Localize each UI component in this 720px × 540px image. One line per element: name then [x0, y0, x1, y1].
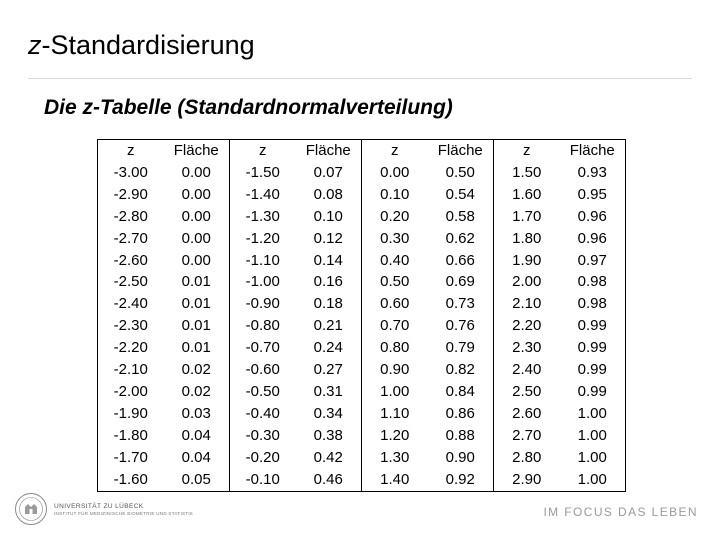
header-flaeche: Fläche — [569, 142, 615, 159]
cell-flaeche: 0.07 — [313, 163, 343, 181]
cell-z: -2.50 — [113, 273, 148, 291]
cell-z: 1.60 — [494, 184, 560, 206]
cell-z: 0.80 — [362, 337, 428, 359]
cell-z: 1.90 — [494, 250, 560, 272]
cell-flaeche: 0.00 — [181, 163, 211, 181]
cell-flaeche: 0.38 — [313, 426, 343, 444]
cell-flaeche: 0.79 — [445, 339, 475, 357]
cell-z: 2.60 — [494, 403, 560, 425]
cell-z: 2.80 — [494, 447, 560, 469]
cell-flaeche: 0.95 — [577, 185, 607, 203]
university-seal-icon — [14, 492, 48, 526]
cell-flaeche: 0.01 — [181, 317, 211, 335]
cell-flaeche: 0.16 — [313, 273, 343, 291]
header-flaeche: Fläche — [305, 142, 351, 159]
cell-z: 1.70 — [494, 206, 560, 228]
cell-flaeche: 0.00 — [181, 185, 211, 203]
table-row — [98, 469, 626, 491]
cell-z: 0.40 — [362, 250, 428, 272]
cell-flaeche: 0.84 — [445, 382, 475, 400]
header-z: z — [127, 142, 135, 159]
title-z: z — [28, 30, 42, 60]
cell-z: -1.90 — [113, 404, 148, 422]
cell-z: 2.10 — [494, 293, 560, 315]
table-row — [98, 315, 626, 337]
cell-flaeche: 1.00 — [577, 404, 607, 422]
table-body — [98, 162, 626, 491]
cell-flaeche: 0.54 — [445, 185, 475, 203]
header-z: z — [362, 140, 428, 162]
cell-z: -2.30 — [113, 317, 148, 335]
header-z: z — [494, 140, 560, 162]
cell-z: 1.20 — [362, 425, 428, 447]
table-row — [98, 425, 626, 447]
cell-flaeche: 0.42 — [313, 448, 343, 466]
cell-z: 1.10 — [362, 403, 428, 425]
table-row — [98, 250, 626, 272]
cell-z: -2.70 — [113, 229, 148, 247]
cell-flaeche: 0.93 — [577, 163, 607, 181]
cell-z: -2.40 — [113, 295, 148, 313]
cell-z: -2.10 — [113, 361, 148, 379]
cell-z: 0.30 — [362, 228, 428, 250]
cell-z: -0.20 — [230, 447, 296, 469]
cell-flaeche: 0.01 — [181, 339, 211, 357]
cell-flaeche: 0.00 — [181, 251, 211, 269]
cell-z: 0.00 — [362, 162, 428, 184]
cell-z: -1.60 — [113, 470, 148, 488]
cell-z: 0.50 — [362, 271, 428, 293]
cell-z: -1.20 — [230, 228, 296, 250]
cell-flaeche: 0.99 — [577, 361, 607, 379]
cell-z: 2.40 — [494, 359, 560, 381]
table-row — [98, 447, 626, 469]
cell-flaeche: 0.04 — [181, 448, 211, 466]
table-row — [98, 337, 626, 359]
cell-flaeche: 0.03 — [181, 404, 211, 422]
cell-z: -1.80 — [113, 426, 148, 444]
logo-subline: INSTITUT FÜR MEDIZINISCHE BIOMETRIE UND STATISTIK — [54, 510, 194, 516]
header-flaeche: Fläche — [437, 142, 483, 159]
table-row — [98, 206, 626, 228]
cell-flaeche: 0.08 — [313, 185, 343, 203]
cell-flaeche: 0.76 — [445, 317, 475, 335]
cell-flaeche: 0.69 — [445, 273, 475, 291]
cell-z: 2.50 — [494, 381, 560, 403]
page-title — [28, 30, 255, 61]
cell-flaeche: 0.96 — [577, 207, 607, 225]
cell-z: 0.90 — [362, 359, 428, 381]
cell-flaeche: 0.01 — [181, 295, 211, 313]
cell-flaeche: 0.66 — [445, 251, 475, 269]
cell-flaeche: 0.73 — [445, 295, 475, 313]
cell-z: -0.50 — [230, 381, 296, 403]
cell-flaeche: 0.04 — [181, 426, 211, 444]
cell-flaeche: 0.58 — [445, 207, 475, 225]
cell-z: 0.60 — [362, 293, 428, 315]
cell-flaeche: 0.34 — [313, 404, 343, 422]
cell-flaeche: 0.86 — [445, 404, 475, 422]
table-row — [98, 381, 626, 403]
cell-flaeche: 0.99 — [577, 317, 607, 335]
cell-flaeche: 0.50 — [445, 163, 475, 181]
cell-flaeche: 0.21 — [313, 317, 343, 335]
cell-z: -0.60 — [230, 359, 296, 381]
cell-z: 2.20 — [494, 315, 560, 337]
cell-flaeche: 0.05 — [181, 470, 211, 488]
cell-z: -1.40 — [230, 184, 296, 206]
cell-flaeche: 0.14 — [313, 251, 343, 269]
cell-z: 1.80 — [494, 228, 560, 250]
table-row — [98, 162, 626, 184]
title-rest: -Standardisierung — [41, 30, 255, 60]
table-row — [98, 271, 626, 293]
cell-flaeche: 0.90 — [445, 448, 475, 466]
table-row — [98, 403, 626, 425]
cell-z: -0.10 — [230, 469, 296, 491]
cell-flaeche: 0.98 — [577, 273, 607, 291]
title-divider — [28, 78, 692, 79]
cell-flaeche: 0.99 — [577, 339, 607, 357]
cell-z: 1.50 — [494, 162, 560, 184]
cell-flaeche: 1.00 — [577, 426, 607, 444]
cell-flaeche: 0.00 — [181, 207, 211, 225]
table-row — [98, 359, 626, 381]
cell-flaeche: 0.12 — [313, 229, 343, 247]
table-row — [98, 184, 626, 206]
cell-flaeche: 0.31 — [313, 382, 343, 400]
cell-flaeche: 0.02 — [181, 361, 211, 379]
cell-flaeche: 0.27 — [313, 361, 343, 379]
cell-z: 1.40 — [362, 469, 428, 491]
cell-z: 2.70 — [494, 425, 560, 447]
cell-z: -0.70 — [230, 337, 296, 359]
cell-z: -3.00 — [113, 163, 148, 181]
cell-flaeche: 0.92 — [445, 470, 475, 488]
university-logo — [14, 492, 193, 526]
z-table — [97, 139, 626, 492]
cell-z: 0.10 — [362, 184, 428, 206]
cell-z: 2.00 — [494, 271, 560, 293]
cell-z: -2.20 — [113, 339, 148, 357]
cell-z: 1.30 — [362, 447, 428, 469]
cell-z: -1.30 — [230, 206, 296, 228]
cell-z: -1.00 — [230, 271, 296, 293]
table-row — [98, 228, 626, 250]
header-flaeche: Fläche — [173, 142, 219, 159]
cell-flaeche: 0.46 — [313, 470, 343, 488]
cell-z: -0.90 — [230, 293, 296, 315]
cell-z: -1.70 — [113, 448, 148, 466]
cell-flaeche: 1.00 — [577, 470, 607, 488]
logo-text — [54, 503, 193, 516]
cell-flaeche: 0.82 — [445, 361, 475, 379]
cell-flaeche: 0.97 — [577, 251, 607, 269]
cell-flaeche: 0.88 — [445, 426, 475, 444]
logo-name: UNIVERSITÄT ZU LÜBECK — [54, 502, 144, 510]
cell-flaeche: 0.96 — [577, 229, 607, 247]
cell-z: -2.90 — [113, 185, 148, 203]
cell-flaeche: 0.10 — [313, 207, 343, 225]
cell-flaeche: 0.24 — [313, 339, 343, 357]
cell-flaeche: 0.02 — [181, 382, 211, 400]
cell-flaeche: 0.62 — [445, 229, 475, 247]
table-row — [98, 293, 626, 315]
cell-flaeche: 0.18 — [313, 295, 343, 313]
cell-flaeche: 0.98 — [577, 295, 607, 313]
section-subtitle: Die z-Tabelle (Standardnormalverteilung) — [44, 96, 453, 119]
cell-z: 2.30 — [494, 337, 560, 359]
cell-z: -0.40 — [230, 403, 296, 425]
cell-flaeche: 0.01 — [181, 273, 211, 291]
table-header-row — [98, 140, 626, 162]
cell-z: -1.10 — [230, 250, 296, 272]
footer-slogan: IM FOCUS DAS LEBEN — [543, 505, 698, 519]
cell-z: -0.80 — [230, 315, 296, 337]
cell-flaeche: 0.99 — [577, 382, 607, 400]
cell-z: -0.30 — [230, 425, 296, 447]
cell-z: 0.70 — [362, 315, 428, 337]
cell-z: -2.60 — [113, 251, 148, 269]
cell-z: 0.20 — [362, 206, 428, 228]
cell-flaeche: 1.00 — [577, 448, 607, 466]
cell-z: 1.00 — [362, 381, 428, 403]
header-z: z — [230, 140, 296, 162]
cell-z: -1.50 — [230, 162, 296, 184]
cell-flaeche: 0.00 — [181, 229, 211, 247]
cell-z: -2.00 — [113, 382, 148, 400]
cell-z: 2.90 — [494, 469, 560, 491]
cell-z: -2.80 — [113, 207, 148, 225]
